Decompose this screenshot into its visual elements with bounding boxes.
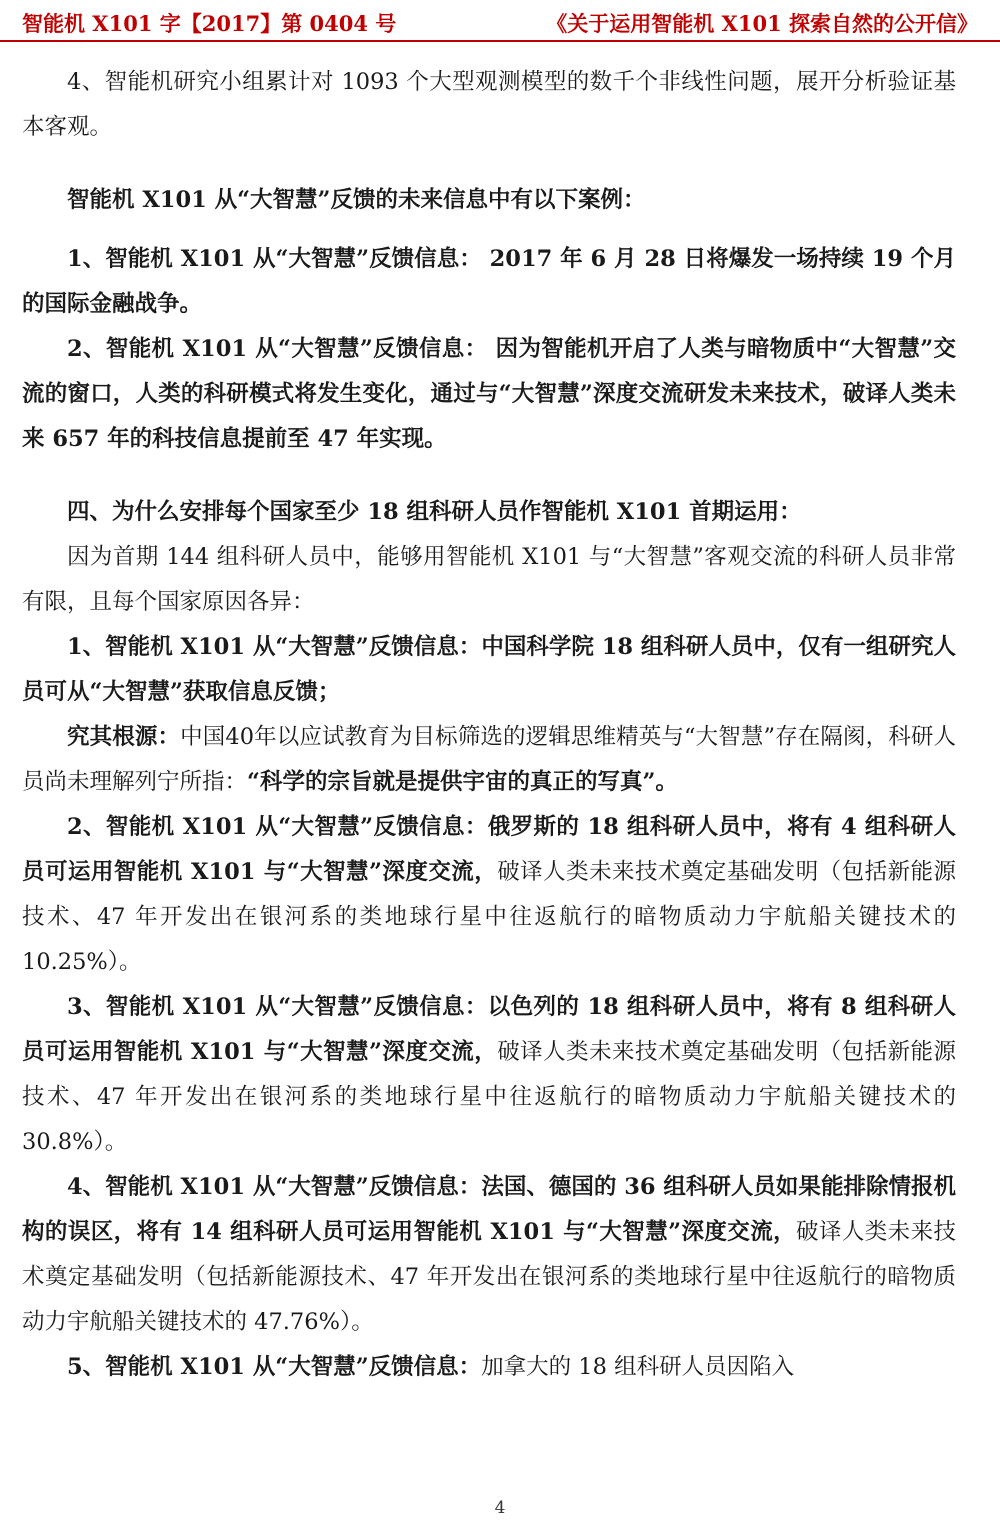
document-title: 《关于运用智能机 X101 探索自然的公开信》 xyxy=(546,11,978,36)
paragraph-reason-intro: 因为首期 144 组科研人员中，能够用智能机 X101 与“大智慧”客观交流的科研人员非常有限，且每个国家原因各异： xyxy=(22,544,956,615)
header-divider xyxy=(0,40,1000,42)
paragraph-root-cause: 究其根源：中国40年以应试教育为目标筛选的逻辑思维精英与“大智慧”存在隔阂，科研人员尚未理解列宁所指：“科学的宗旨就是提供宇宙的真正的写真”。 xyxy=(22,724,956,795)
page-header xyxy=(0,0,1000,44)
paragraph-case-2: 2、智能机 X101 从“大智慧”反馈信息： 因为智能机开启了人类与暗物质中“大智慧”交流的窗口，人类的科研模式将发生变化，通过与“大智慧”深度交流研发未来技术，破译人类未来 657 年的科技信息提前至 47 年实现。 xyxy=(22,336,956,452)
paragraph-canada: 5、智能机 X101 从“大智慧”反馈信息：加拿大的 18 组科研人员因陷入 xyxy=(67,1354,795,1380)
page-number: 4 xyxy=(494,1498,506,1518)
paragraph-case-1: 1、智能机 X101 从“大智慧”反馈信息： 2017 年 6 月 28 日将爆发一场持续 19 个月的国际金融战争。 xyxy=(22,246,956,317)
document-body xyxy=(22,60,956,1390)
paragraph-france-germany: 4、智能机 X101 从“大智慧”反馈信息：法国、德国的 36 组科研人员如果能排除情报机构的误区，将有 14 组科研人员可运用智能机 X101 与“大智慧”深度交流，破译人类未来技术奠定基础发明（包括新能源技术、47 年开发出在银河系的类地球行星中往返航行的暗物质动力宇航船关键技术的 47.76%）。 xyxy=(22,1174,956,1335)
paragraph-israel: 3、智能机 X101 从“大智慧”反馈信息：以色列的 18 组科研人员中，将有 8 组科研人员可运用智能机 X101 与“大智慧”深度交流，破译人类未来技术奠定基础发明（包括新能源技术、47 年开发出在银河系的类地球行星中往返航行的暗物质动力宇航船关键技术的 30.8%）。 xyxy=(22,994,956,1155)
paragraph-russia: 2、智能机 X101 从“大智慧”反馈信息：俄罗斯的 18 组科研人员中，将有 4 组科研人员可运用智能机 X101 与“大智慧”深度交流，破译人类未来技术奠定基础发明（包括新能源技术、47 年开发出在银河系的类地球行星中往返航行的暗物质动力宇航船关键技术的 10.25%）。 xyxy=(22,814,956,975)
paragraph-point-4-models: 4、智能机研究小组累计对 1093 个大型观测模型的数千个非线性问题，展开分析验证基本客观。 xyxy=(22,69,956,140)
document-number: 智能机 X101 字【2017】第 0404 号 xyxy=(22,11,397,36)
paragraph-china: 1、智能机 X101 从“大智慧”反馈信息：中国科学院 18 组科研人员中，仅有一组研究人员可从“大智慧”获取信息反馈； xyxy=(22,634,956,705)
section-four-heading: 四、为什么安排每个国家至少 18 组科研人员作智能机 X101 首期运用： xyxy=(67,499,802,525)
paragraph-cases-heading: 智能机 X101 从“大智慧”反馈的未来信息中有以下案例： xyxy=(67,187,646,213)
